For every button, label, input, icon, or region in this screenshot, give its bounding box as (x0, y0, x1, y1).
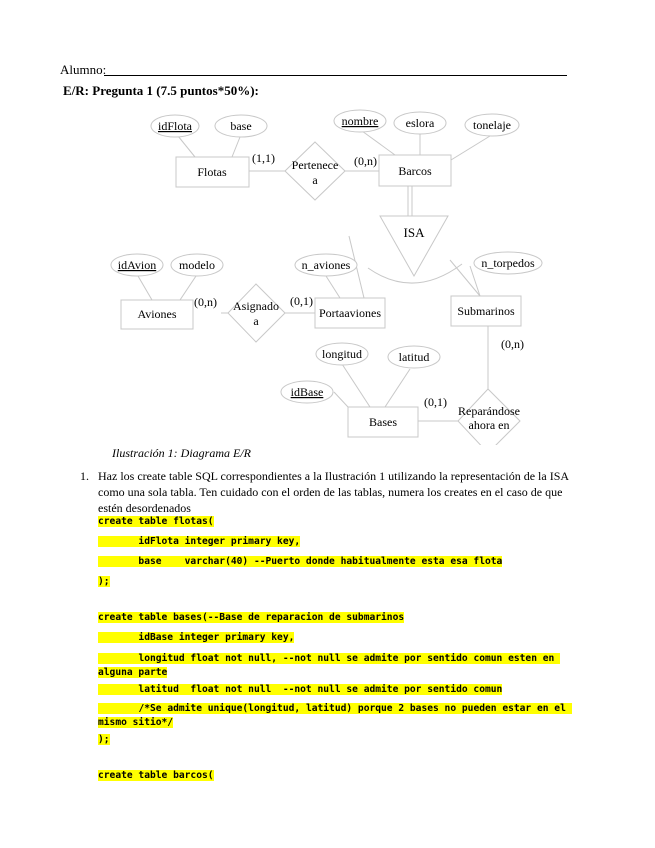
code-line: idFlota integer primary key, (98, 536, 301, 547)
attribute-n-aviones (295, 254, 357, 276)
code-line: ); (98, 734, 110, 745)
attribute-idbase (281, 381, 333, 403)
question-number: 1. (80, 469, 89, 483)
svg-text:eslora: eslora (405, 116, 435, 130)
svg-text:Pertenece: Pertenece (291, 158, 339, 172)
question-title: E/R: Pregunta 1 (7.5 puntos*50%): (63, 83, 259, 98)
code-line: idBase integer primary key, (98, 632, 295, 643)
svg-text:Aviones: Aviones (137, 307, 177, 321)
svg-text:n_aviones: n_aviones (301, 258, 351, 272)
svg-text:modelo: modelo (179, 258, 215, 272)
svg-text:longitud: longitud (321, 347, 363, 361)
svg-text:Portaaviones: Portaaviones (319, 306, 381, 320)
svg-text:n_torpedos: n_torpedos (481, 256, 535, 270)
cardinality-submarinos-reparandose: (0,n) (501, 337, 524, 351)
svg-text:nombre: nombre (341, 114, 379, 128)
attribute-tonelaje (465, 114, 519, 136)
code-line: create table bases(--Base de reparacion de submarinos (98, 612, 405, 623)
svg-text:Bases: Bases (369, 415, 397, 429)
figure-caption: Ilustración 1: Diagrama E/R (112, 446, 251, 460)
attribute-base (215, 115, 267, 137)
cardinality-barcos-pertenece: (0,n) (354, 154, 377, 168)
attribute-longitud (316, 343, 368, 365)
cardinality-aviones-asignado: (0,n) (194, 295, 217, 309)
svg-text:base: base (230, 119, 252, 133)
svg-text:Submarinos: Submarinos (457, 304, 515, 318)
code-line: /*Se admite unique(longitud, latitud) porque 2 bases no pueden estar en el mismo sitio*/ (98, 703, 572, 728)
question-text: Haz los create table SQL correspondientes a la Ilustración 1 utilizando la representación de la ISA como una sola tabla. Ten cuidado con el orden de las tablas, numera los creates en el caso de que estén desordenados (98, 469, 569, 515)
relationship-pertenece (285, 142, 345, 200)
svg-text:Asignado: Asignado (233, 299, 279, 313)
attribute-idflota (151, 115, 199, 137)
relationship-reparandose (458, 389, 520, 445)
svg-text:latitud: latitud (398, 350, 430, 364)
entity-bases (348, 407, 418, 437)
svg-text:idBase: idBase (290, 385, 324, 399)
code-line: create table barcos( (98, 770, 214, 781)
attribute-nombre (334, 110, 386, 132)
cardinality-flotas-pertenece: (1,1) (252, 151, 275, 165)
svg-text:ahora en: ahora en (468, 418, 510, 432)
code-line: base varchar(40) --Puerto donde habitualmente esta esa flota (98, 556, 503, 567)
entity-aviones (121, 300, 193, 329)
entity-submarinos (451, 296, 521, 326)
svg-text:Barcos: Barcos (398, 164, 432, 178)
svg-text:a: a (253, 314, 259, 328)
entity-barcos (379, 155, 451, 186)
svg-text:Reparándose: Reparándose (458, 404, 520, 418)
svg-text:a: a (312, 173, 318, 187)
attribute-n-torpedos (474, 252, 542, 274)
alumno-underline (104, 75, 567, 76)
svg-text:idAvion: idAvion (117, 258, 157, 272)
svg-text:Flotas: Flotas (197, 165, 227, 179)
alumno-label: Alumno: (60, 62, 107, 77)
svg-text:ISA: ISA (403, 225, 425, 240)
attribute-modelo (171, 254, 223, 276)
code-line: latitud float not null --not null se admite por sentido comun (98, 684, 503, 695)
relationship-asignado (228, 284, 285, 342)
entity-flotas (176, 157, 249, 187)
attribute-latitud (388, 346, 440, 368)
attribute-idavion (111, 254, 163, 276)
attribute-eslora (394, 112, 446, 134)
isa-triangle (380, 216, 448, 276)
svg-text:idFlota: idFlota (157, 119, 193, 133)
entity-portaaviones (315, 298, 385, 328)
code-line: create table flotas( (98, 516, 214, 527)
svg-text:tonelaje: tonelaje (473, 118, 511, 132)
er-diagram (0, 100, 655, 445)
cardinality-bases-reparandose: (0,1) (424, 395, 447, 409)
code-line: ); (98, 576, 110, 587)
cardinality-portaaviones-asignado: (0,1) (290, 294, 313, 308)
code-line: longitud float not null, --not null se admite por sentido comun esten en alguna parte (98, 653, 561, 678)
